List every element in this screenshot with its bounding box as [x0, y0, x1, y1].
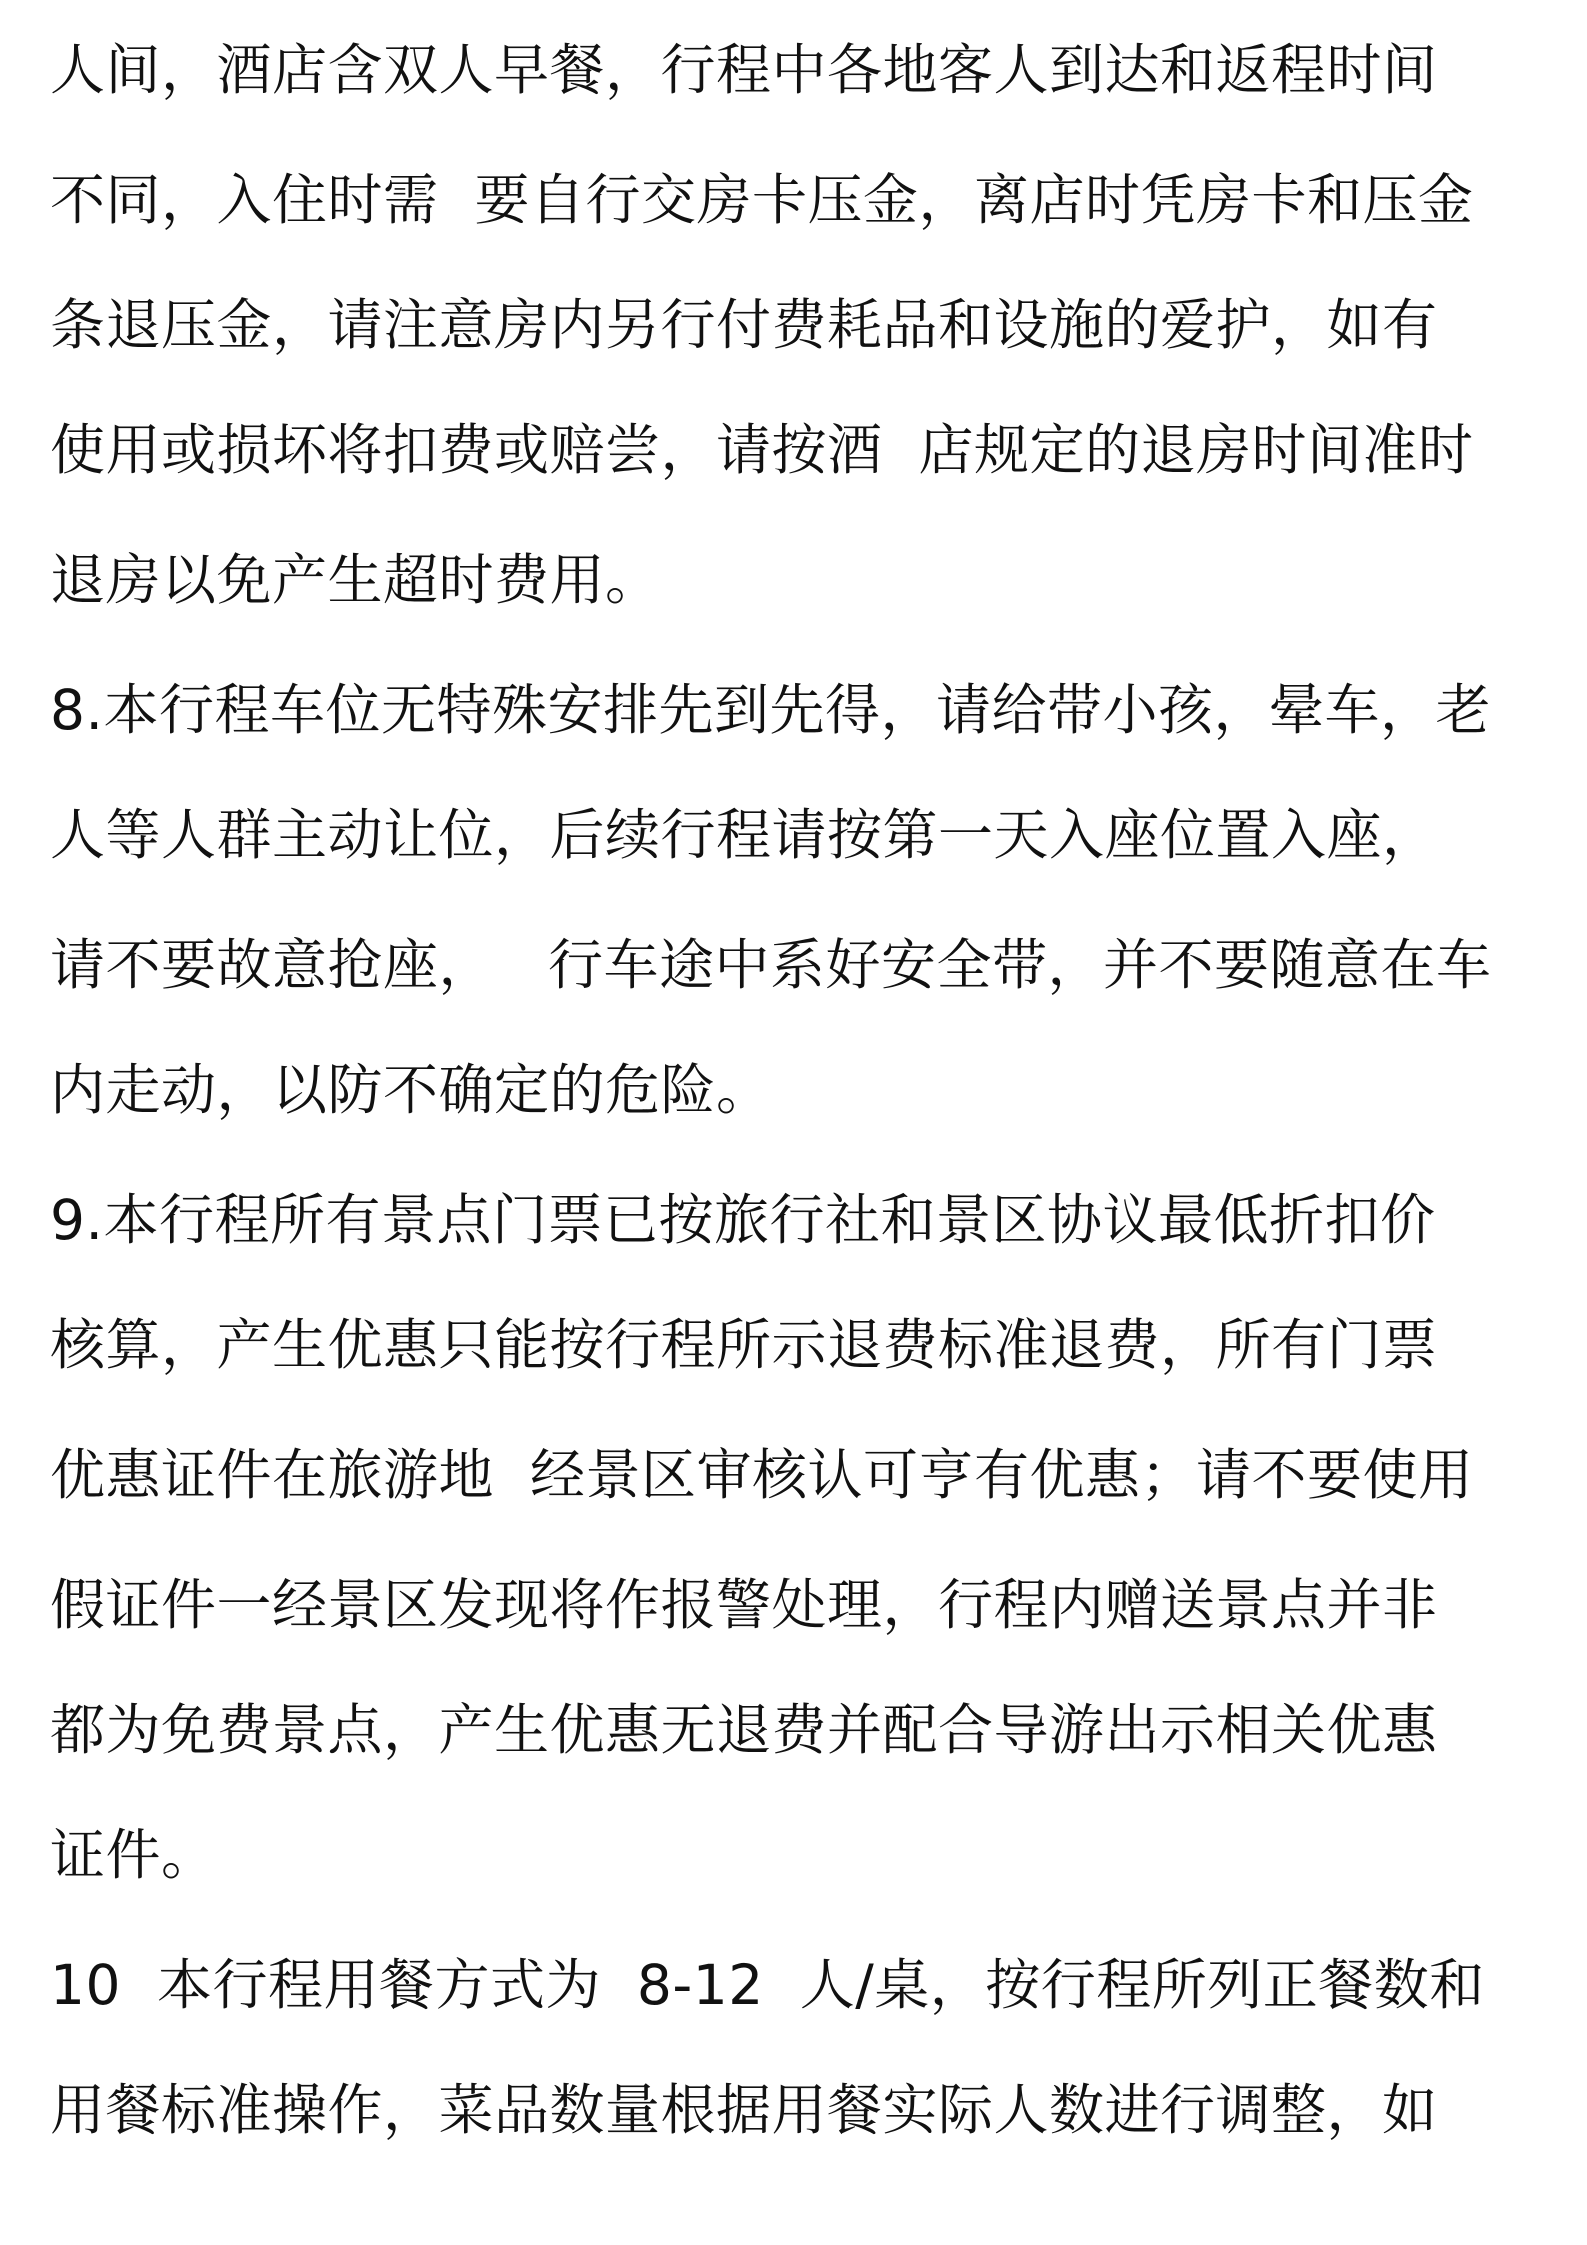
text-line: 10 本行程用餐方式为 8-12 人/桌，按行程所列正餐数和 [50, 1953, 1485, 2017]
text-line: 退房以免产生超时费用。 [50, 548, 661, 612]
text-line: 优惠证件在旅游地 经景区审核认可亨有优惠；请不要使用 [50, 1443, 1474, 1507]
text-line: 人等人群主动让位，后续行程请按第一天入座位置入座， [50, 803, 1438, 867]
text-line: 用餐标准操作，菜品数量根据用餐实际人数进行调整，如 [50, 2078, 1438, 2142]
text-line: 证件。 [50, 1823, 217, 1887]
text-line: 内走动，以防不确定的危险。 [50, 1058, 772, 1122]
text-line: 都为免费景点，产生优惠无退费并配合导游出示相关优惠 [50, 1698, 1438, 1762]
text-line: 8.本行程车位无特殊安排先到先得，请给带小孩，晕车，老 [50, 678, 1491, 742]
text-line: 不同，入住时需 要自行交房卡压金，离店时凭房卡和压金 [50, 168, 1474, 232]
text-line: 请不要故意抢座， 行车途中系好安全带，并不要随意在车 [50, 933, 1492, 997]
text-line: 核算，产生优惠只能按行程所示退费标准退费，所有门票 [50, 1313, 1438, 1377]
text-line: 假证件一经景区发现将作报警处理，行程内赠送景点并非 [50, 1573, 1438, 1637]
text-line: 条退压金，请注意房内另行付费耗品和设施的爱护，如有 [50, 293, 1438, 357]
text-line: 9.本行程所有景点门票已按旅行社和景区协议最低折扣价 [50, 1188, 1436, 1252]
text-line: 使用或损坏将扣费或赔尝，请按酒 店规定的退房时间准时 [50, 418, 1474, 482]
text-line: 人间，酒店含双人早餐，行程中各地客人到达和返程时间 [50, 38, 1438, 102]
